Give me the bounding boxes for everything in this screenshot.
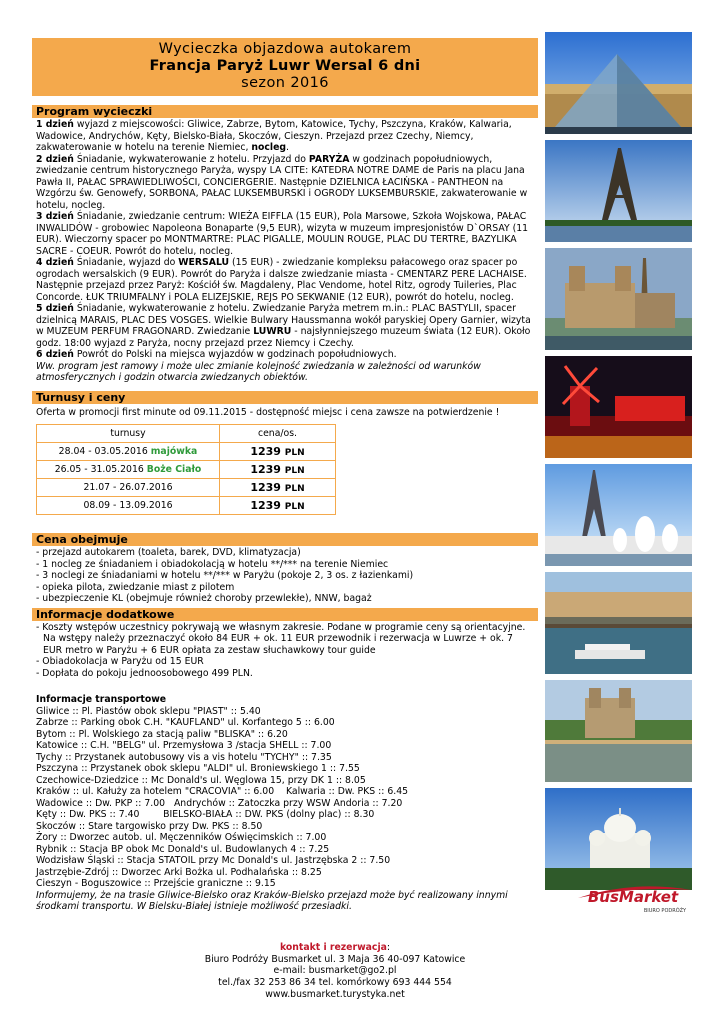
program-note: Ww. program jest ramowy i może ulec zmianie kolejność zwiedzania w zależności od warunków atmosferycznych i godzin otwarcia zwiedzanych obiektów.	[36, 360, 481, 383]
title-line-1: Wycieczka objazdowa autokarem	[158, 41, 412, 57]
list-item: - Koszty wstępów uczestnicy pokrywają we własnym zakresie. Podane w programie ceny są orientacyjne. Na wstępy należy przeznaczyć około 84 EUR + ok. 11 EUR przewodnik i rezerwacja w Luwrze + ok. 7 EUR metro w Paryżu + 6 EUR opłata za zestaw słuchawkowy tour guide	[36, 621, 526, 656]
list-item: Żory :: Dworzec autob. ul. Męczenników Oświęcimskich :: 7.00	[36, 832, 327, 843]
list-item: - opieka pilota, zwiedzanie miast z pilotem	[36, 581, 235, 593]
section-heading-cena: Cena obejmuje	[32, 533, 538, 546]
list-item: Cieszyn - Boguszowice :: Przejście graniczne :: 9.15	[36, 878, 276, 889]
moulin-rouge-photo	[545, 356, 692, 458]
offer-text: Oferta w promocji first minute od 09.11.2015 - dostępność miejsc i cena zawsze na potwierdzenie !	[36, 406, 500, 418]
list-item: Katowice :: C.H. "BELG" ul. Przemysłowa 3 /stacja SHELL :: 7.00	[36, 740, 332, 751]
list-item: Tychy :: Przystanek autobusowy vis a vis hotelu "TYCHY" :: 7.35	[36, 751, 332, 763]
list-item: Pszczyna :: Przystanek obok sklepu "ALDI" ul. Broniewskiego 1 :: 7.55	[36, 763, 360, 774]
price-table-header	[37, 425, 336, 443]
program-day-5: 5 dzień Śniadanie, wykwaterowanie z hotelu. Zwiedzanie Paryża metrem m.in.: PLAC BASTYLII, spacer dzielnicą MARAIS, PLAC DES VOSGES. Wielkie Bulwary Haussmanna wokół paryskiej Opery Garnier, wizyta w MUZEUM PERFUM FRAGONARD. Zwiedzanie LUWRU - najsłynniejszego muzeum świata (12 EUR). Około godz. 18:00 wyjazd z Paryża, nocny przejazd przez Niemcy i Czechy.	[36, 303, 531, 349]
price-table	[36, 424, 336, 515]
louvre-pyramid-photo	[545, 32, 692, 134]
busmarket-logo	[573, 876, 693, 916]
col-turnusy: turnusy	[37, 425, 220, 443]
transport-note: Informujemy, że na trasie Gliwice-Bielsko oraz Kraków-Bielsko przejazd może być realizowany innymi środkami transportu. W Bielsku-Białej istnieje możliwość przesiadki.	[36, 889, 508, 912]
list-item: Wodzisław Śląski :: Stacja STATOIL przy Mc Donald's ul. Jastrzębska 2 :: 7.50	[36, 855, 391, 866]
table-row: 21.07 - 26.07.2016 1239 PLN	[37, 479, 336, 497]
sacre-coeur-photo	[545, 788, 692, 890]
list-item: - 1 nocleg ze śniadaniem i obiadokolacją w hotelu **/*** na terenie Niemiec	[36, 558, 389, 570]
program-day-2: 2 dzień Śniadanie, wykwaterowanie z hotelu. Przyjazd do PARYŻA w godzinach popołudniowych, zwiedzanie centrum historycznego Paryża, wyspy LA CITE: KATEDRA NOTRE DAME de Paris na placu Jana Pawła II, PAŁAC SPRAWIEDLIWOŚCI, CONCIERGERIE. Następnie DZIELNICA ŁACIŃSKA - PANTHEON na Wzgórzu św. Genowefy, SORBONA, PAŁAC LUKSEMBURSKI i OGRODY LUKSEMBURSKIE, zakwaterowanie w hotelu, nocleg.	[36, 153, 528, 211]
list-item: Wadowice :: Dw. PKP :: 7.00 Andrychów :: Zatoczka przy WSW Andoria :: 7.20	[36, 797, 403, 809]
contact-address: Biuro Podróży Busmarket ul. 3 Maja 36 40-097 Katowice	[204, 953, 466, 965]
list-item: - ubezpieczenie KL (obejmuje również choroby przewlekłe), NNW, bagaż	[36, 593, 372, 604]
contact-phone: tel./fax 32 253 86 34 tel. komórkowy 693 444 554	[218, 977, 452, 989]
contact-heading: kontakt i rezerwacja	[279, 942, 387, 953]
cena-list	[32, 546, 538, 605]
program-day-3: 3 dzień Śniadanie, zwiedzanie centrum: WIEŻA EIFFLA (15 EUR), Pola Marsowe, Szkoła Wojskowa, PAŁAC INWALIDÓW - grobowiec Napoleona Bonaparte (9,5 EUR), wizyta w muzeum impresjonistów D`ORSAY (11 EUR). Wieczorny spacer po MONTMARTRE: PLAC PIGALLE, MOULIN ROUGE, PLAC DU TERTRE, BAZYLIKA SACRE - COEUR. Powrót do hotelu, nocleg.	[36, 211, 529, 257]
contact-block: kontakt i rezerwacja: Biuro Podróży Busmarket ul. 3 Maja 36 40-097 Katowice e-mail: busmarket@go2.pl tel./fax 32 253 86 34 tel. komórkowy 693 444 554 www.busmarket.turystyka.net	[180, 942, 490, 1001]
list-item: - przejazd autokarem (toaleta, barek, DVD, klimatyzacja)	[36, 547, 301, 558]
table-row: 08.09 - 13.09.2016 1239 PLN	[37, 497, 336, 515]
section-heading-turnusy: Turnusy i ceny	[32, 391, 538, 404]
title-line-2: Francja Paryż Luwr Wersal 6 dni	[149, 58, 421, 74]
list-item: - Dopłata do pokoju jednoosobowego 499 PLN.	[36, 667, 253, 679]
program-day-4: 4 dzień Śniadanie, wyjazd do WERSALU (15 EUR) - zwiedzanie kompleksu pałacowego oraz spacer po ogrodach wersalskich (9 EUR). Powrót do Paryża i dalsze zwiedzanie miasta - CMENTARZ PERE LACHAISE. Następnie przejazd przez Paryż: Kościół św. Magdaleny, Plac Vendome, hotel Ritz, ogrody Tuileries, Plac Concorde. ŁUK TRIUMFALNY i POLA ELIZEJSKIE, REJS PO SEKWANIE (12 EUR), powrót do hotelu, nocleg.	[36, 257, 527, 303]
program-text	[32, 118, 538, 384]
notre-dame-river-photo	[545, 680, 692, 782]
eiffel-fountains-photo	[545, 464, 692, 566]
transport-section	[32, 693, 538, 913]
offer-document	[32, 36, 538, 913]
list-item: Gliwice :: Pl. Piastów obok sklepu "PIAST" :: 5.40	[36, 705, 261, 717]
transport-heading: Informacje transportowe	[36, 694, 167, 705]
svg-text:BIURO PODRÓŻY: BIURO PODRÓŻY	[643, 908, 687, 914]
list-item: Czechowice-Dziedzice :: Mc Donald's ul. Węglowa 15, przy DK 1 :: 8.05	[36, 774, 366, 786]
program-day-1: 1 dzień wyjazd z miejscowości: Gliwice, Zabrze, Bytom, Katowice, Tychy, Pszczyna, Kraków, Kalwaria, Wadowice, Andrychów, Kęty, Bielsko-Biała, Skoczów, Cieszyn. Przejazd przez Czechy, Niemcy, zakwaterowanie w hotelu na terenie Niemiec, nocleg.	[36, 119, 512, 153]
list-item: Jastrzębie-Zdrój :: Dworzec Arki Bożka ul. Podhalańska :: 8.25	[36, 866, 322, 878]
eiffel-tower-photo	[545, 140, 692, 242]
section-heading-info: Informacje dodatkowe	[32, 608, 538, 621]
seine-bridge-photo	[545, 572, 692, 674]
notre-dame-photo	[545, 248, 692, 350]
list-item: Kęty :: Dw. PKS :: 7.40 BIELSKO-BIAŁA :: DW. PKS (dolny plac) :: 8.30	[36, 809, 375, 820]
info-list	[32, 621, 538, 680]
list-item: Zabrze :: Parking obok C.H. "KAUFLAND" ul. Korfantego 5 :: 6.00	[36, 717, 335, 728]
section-heading-program: Program wycieczki	[32, 105, 538, 118]
title-line-3: sezon 2016	[241, 75, 329, 91]
contact-email[interactable]: e-mail: busmarket@go2.pl	[273, 965, 397, 977]
list-item: Rybnik :: Stacja BP obok Mc Donald's ul. Budowlanych 4 :: 7.25	[36, 843, 330, 855]
title-box	[32, 38, 538, 96]
table-row: 26.05 - 31.05.2016 Boże Ciało 1239 PLN	[37, 461, 336, 479]
list-item: Skoczów :: Stare targowisko przy Dw. PKS :: 8.50	[36, 820, 263, 832]
list-item: Kraków :: ul. Kałuży za hotelem "CRACOVIA" :: 6.00 Kalwaria :: Dw. PKS :: 6.45	[36, 786, 409, 797]
list-item: - 3 noclegi ze śniadaniami w hotelu **/*** w Paryżu (pokoje 2, 3 os. z łazienkami)	[36, 570, 414, 581]
svg-text:BusMarket: BusMarket	[587, 888, 679, 906]
col-cena: cena/os.	[220, 425, 336, 443]
photo-column	[545, 32, 692, 896]
program-day-6: 6 dzień Powrót do Polski na miejsca wyjazdów w godzinach popołudniowych.	[36, 349, 397, 360]
contact-website[interactable]: www.busmarket.turystyka.net	[265, 988, 405, 1000]
list-item: - Obiadokolacja w Paryżu od 15 EUR	[36, 656, 204, 667]
table-row: 28.04 - 03.05.2016 majówka 1239 PLN	[37, 443, 336, 461]
list-item: Bytom :: Pl. Wolskiego za stacją paliw "BLISKA" :: 6.20	[36, 728, 288, 740]
